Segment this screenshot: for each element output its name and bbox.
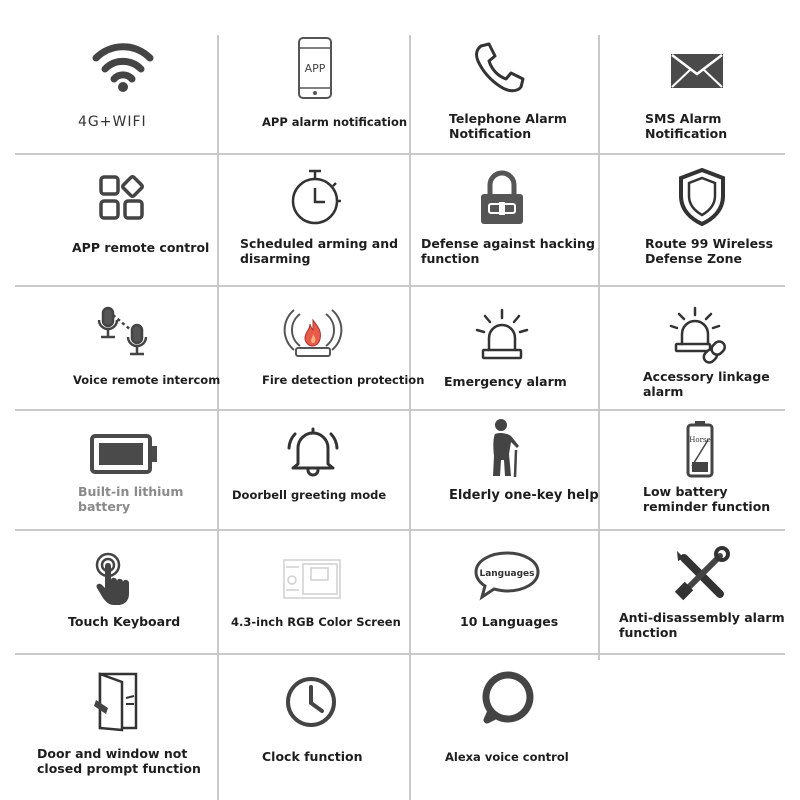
fire-alarm-icon: [286, 306, 340, 358]
wifi-icon: [92, 40, 154, 92]
feature-label: APP alarm notification: [262, 115, 408, 129]
battery-full-icon: [90, 434, 158, 474]
tools-icon: [674, 548, 730, 600]
grid-line: [15, 153, 785, 155]
feature-label: Anti-disassembly alarm function: [619, 610, 785, 640]
telephone-icon: [473, 42, 525, 94]
feature-label: Route 99 Wireless Defense Zone: [645, 236, 774, 266]
grid-line: [15, 285, 785, 287]
siren-link-icon: [669, 306, 729, 364]
feature-label: APP remote control: [72, 240, 210, 255]
feature-label: Touch Keyboard: [68, 614, 181, 629]
speech-bubble-icon: [472, 550, 542, 600]
feature-label: Telephone Alarm Notification: [449, 111, 567, 141]
envelope-icon: [670, 53, 724, 89]
feature-label: Elderly one-key help: [449, 488, 599, 503]
feature-label: Low battery reminder function: [643, 484, 771, 514]
feature-label: Voice remote intercom: [73, 373, 221, 387]
alexa-ring-icon: [481, 670, 535, 724]
stopwatch-icon: [289, 168, 343, 226]
feature-label: Fire detection protection: [262, 373, 425, 387]
clock-icon: [284, 675, 338, 729]
microphones-icon: [96, 305, 152, 357]
bell-icon: [285, 426, 341, 478]
door-open-icon: [92, 670, 140, 732]
grid-line: [15, 409, 785, 411]
screen-icon: [283, 559, 341, 599]
app-phone-icon: [297, 36, 333, 100]
padlock-icon: [478, 170, 526, 226]
feature-label: 4.3-inch RGB Color Screen: [231, 615, 401, 629]
feature-label: Defense against hacking function: [421, 236, 595, 266]
feature-label: SMS Alarm Notification: [645, 111, 728, 141]
feature-label: 4G+WIFI: [78, 114, 147, 130]
app-grid-icon: [98, 174, 148, 222]
elderly-person-icon: [487, 418, 521, 478]
battery-low-icon: [686, 420, 714, 478]
grid-line: [598, 35, 600, 660]
feature-label: Clock function: [262, 749, 363, 764]
svg-text:APP: APP: [304, 62, 326, 75]
feature-label: Door and window not closed prompt function: [37, 746, 201, 776]
feature-label: 10 Languages: [460, 614, 559, 629]
siren-icon: [475, 308, 529, 360]
svg-text:Languages: Languages: [479, 569, 535, 579]
grid-line: [409, 35, 411, 800]
touch-hand-icon: [94, 552, 144, 606]
grid-line: [15, 529, 785, 531]
svg-text:Horse: Horse: [689, 436, 711, 444]
grid-line: [217, 35, 219, 800]
feature-label: Built-in lithium battery: [78, 484, 184, 514]
feature-label: Emergency alarm: [444, 374, 567, 389]
feature-label: Accessory linkage alarm: [643, 369, 770, 399]
feature-label: Scheduled arming and disarming: [240, 236, 399, 266]
shield-icon: [679, 168, 725, 226]
feature-label: Doorbell greeting mode: [232, 488, 387, 502]
grid-line: [15, 653, 785, 655]
feature-label: Alexa voice control: [445, 750, 569, 764]
